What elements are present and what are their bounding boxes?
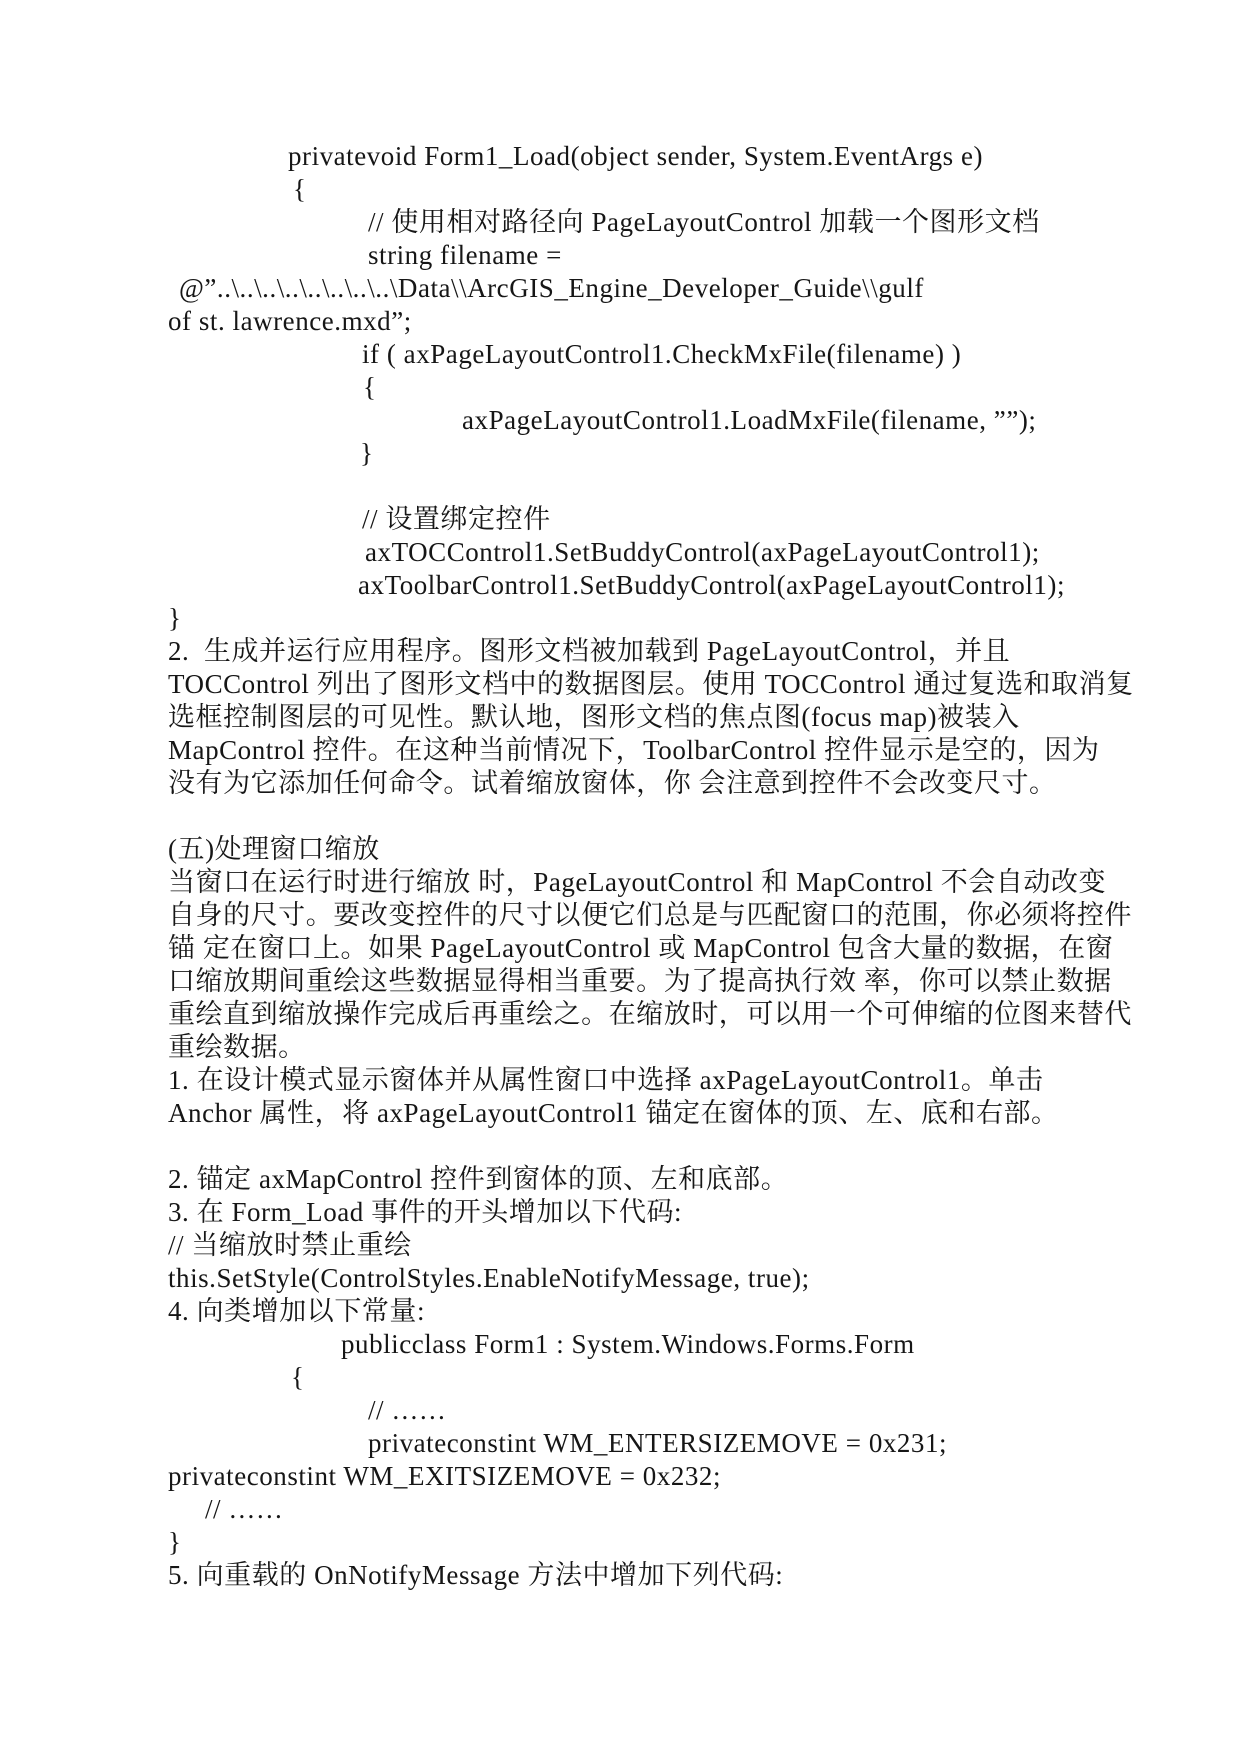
text-line: // 当缩放时禁止重绘	[168, 1230, 412, 1260]
text-line: 3. 在 Form_Load 事件的开头增加以下代码:	[168, 1197, 683, 1227]
text-line: 1. 在设计模式显示窗体并从属性窗口中选择 axPageLayoutControl1。单击	[168, 1065, 1044, 1095]
document-text-block	[168, 140, 1134, 1592]
text-line: (五)处理窗口缩放	[168, 834, 380, 864]
text-line: string filename =	[368, 240, 562, 270]
text-line: axToolbarControl1.SetBuddyControl(axPageLayoutControl1);	[358, 570, 1066, 600]
text-line: // ……	[368, 1395, 447, 1425]
text-line: }	[168, 1527, 182, 1557]
text-line: privateconstint WM_ENTERSIZEMOVE = 0x231;	[368, 1428, 948, 1458]
text-line: 没有为它添加任何命令。试着缩放窗体，你 会注意到控件不会改变尺寸。	[168, 768, 1057, 798]
text-line: // 使用相对路径向 PageLayoutControl 加载一个图形文档	[368, 207, 1040, 237]
text-line: 锚 定在窗口上。如果 PageLayoutControl 或 MapControl 包含大量的数据，在窗	[168, 933, 1114, 963]
text-line: privatevoid Form1_Load(object sender, System.EventArgs e)	[288, 141, 984, 171]
blank-line	[168, 1130, 1108, 1163]
text-line: of st. lawrence.mxd”;	[168, 306, 412, 336]
text-line: axPageLayoutControl1.LoadMxFile(filename, ””);	[462, 405, 1037, 435]
text-line: 口缩放期间重绘这些数据显得相当重要。为了提高执行效 率，你可以禁止数据	[168, 966, 1112, 996]
text-line: // ……	[205, 1494, 284, 1524]
blank-line	[168, 470, 1108, 503]
blank-line	[168, 800, 1108, 833]
text-line: 2. 生成并运行应用程序。图形文档被加载到 PageLayoutControl，并且	[168, 636, 1011, 666]
text-line: if ( axPageLayoutControl1.CheckMxFile(filename) )	[362, 339, 962, 369]
text-line: publicclass Form1 : System.Windows.Forms.Form	[341, 1329, 915, 1359]
text-line: privateconstint WM_EXITSIZEMOVE = 0x232;	[168, 1461, 722, 1491]
text-line: }	[168, 603, 182, 633]
text-line: 自身的尺寸。要改变控件的尺寸以便它们总是与匹配窗口的范围，你必须将控件	[168, 900, 1132, 930]
text-line: 选框控制图层的可见性。默认地，图形文档的焦点图(focus map)被装入	[168, 702, 1020, 732]
text-line: {	[363, 372, 377, 402]
text-line: MapControl 控件。在这种当前情况下，ToolbarControl 控件显示是空的，因为	[168, 735, 1100, 765]
text-line: 4. 向类增加以下常量:	[168, 1296, 425, 1326]
text-line: this.SetStyle(ControlStyles.EnableNotifyMessage, true);	[168, 1263, 810, 1293]
text-line: {	[291, 1362, 305, 1392]
text-line: axTOCControl1.SetBuddyControl(axPageLayoutControl1);	[365, 537, 1040, 567]
text-line: 重绘直到缩放操作完成后再重绘之。在缩放时，可以用一个可伸缩的位图来替代	[168, 999, 1132, 1029]
text-line: 2. 锚定 axMapControl 控件到窗体的顶、左和底部。	[168, 1164, 789, 1194]
text-line: TOCControl 列出了图形文档中的数据图层。使用 TOCControl 通过复选和取消复	[168, 669, 1134, 699]
text-line: // 设置绑定控件	[362, 504, 551, 534]
text-line: 当窗口在运行时进行缩放 时，PageLayoutControl 和 MapControl 不会自动改变	[168, 867, 1106, 897]
text-line: Anchor 属性，将 axPageLayoutControl1 锚定在窗体的顶、左、底和右部。	[168, 1098, 1059, 1128]
text-line: 重绘数据。	[168, 1032, 306, 1062]
text-line: }	[360, 438, 374, 468]
text-line: @”..\..\..\..\..\..\..\..\Data\\ArcGIS_Engine_Developer_Guide\\gulf	[179, 273, 924, 303]
text-line: {	[293, 174, 307, 204]
text-line: 5. 向重载的 OnNotifyMessage 方法中增加下列代码:	[168, 1560, 784, 1590]
